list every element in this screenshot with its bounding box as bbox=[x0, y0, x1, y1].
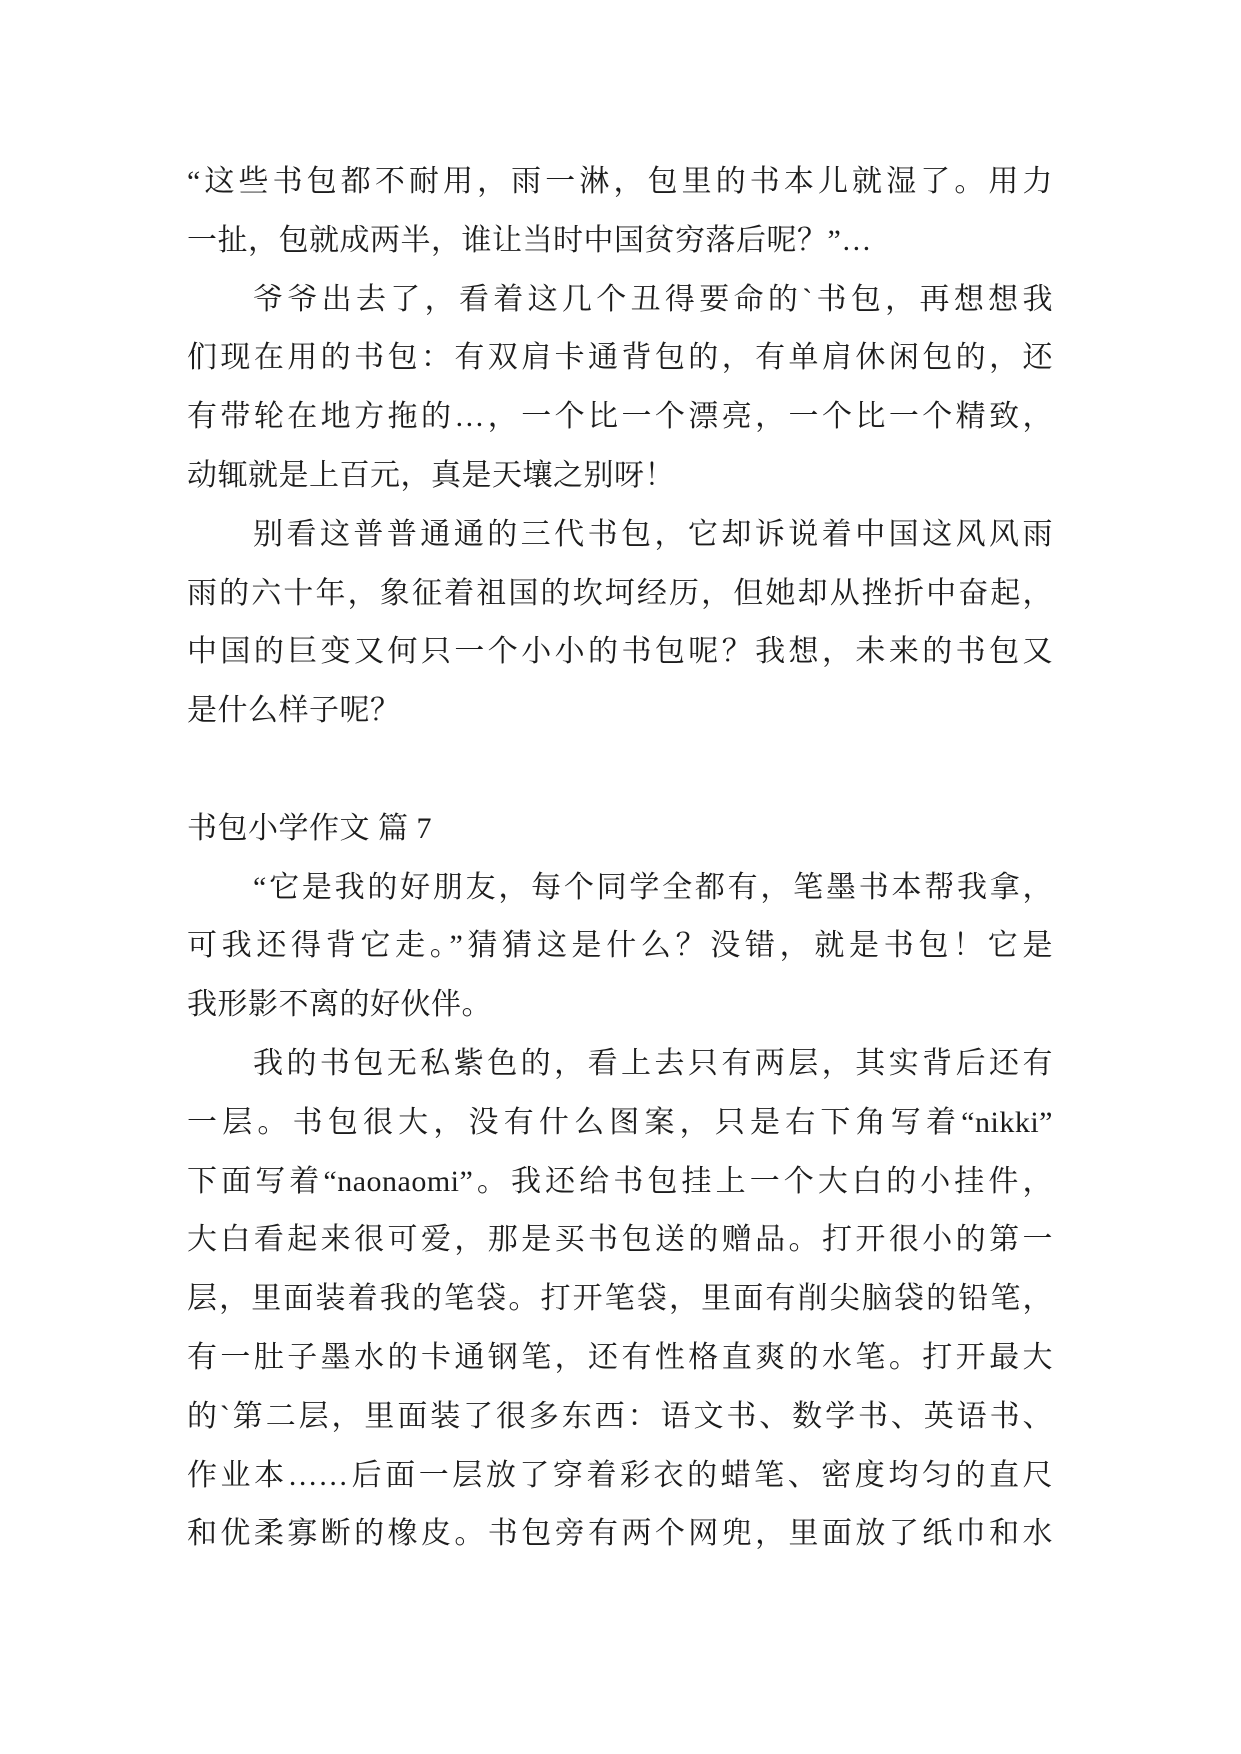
paragraph-line: 我的书包无私紫色的，看上去只有两层，其实背后还有 bbox=[253, 1046, 1053, 1080]
paragraph bbox=[187, 153, 1053, 271]
paragraph-line: 大白看起来很可爱，那是买书包送的赠品。打开很小的第一 bbox=[187, 1223, 1053, 1257]
blank-line bbox=[187, 741, 1053, 800]
paragraph-line: “它是我的好朋友，每个同学全都有，笔墨书本帮我拿， bbox=[253, 870, 1053, 904]
paragraph bbox=[187, 271, 1053, 506]
paragraph bbox=[187, 1035, 1053, 1564]
paragraph-line: 一层。书包很大，没有什么图案，只是右下角写着“nikki” bbox=[187, 1105, 1053, 1139]
paragraph-line: 一扯，包就成两半，谁让当时中国贫穷落后呢？”… bbox=[187, 223, 872, 257]
paragraph bbox=[187, 859, 1053, 1035]
paragraph-line: 中国的巨变又何只一个小小的书包呢？我想，未来的书包又 bbox=[187, 635, 1053, 669]
paragraph-line: 是什么样子呢？ bbox=[187, 694, 401, 728]
paragraph-line: 有一肚子墨水的卡通钢笔，还有性格直爽的水笔。打开最大 bbox=[187, 1340, 1053, 1374]
paragraph-line: 和优柔寡断的橡皮。书包旁有两个网兜，里面放了纸巾和水 bbox=[187, 1517, 1053, 1551]
paragraph-line: 可我还得背它走。”猜猜这是什么？没错，就是书包！它是 bbox=[187, 929, 1053, 963]
paragraph-line: 们现在用的书包：有双肩卡通背包的，有单肩休闲包的，还 bbox=[187, 341, 1053, 375]
paragraph-line: 的`第二层，里面装了很多东西：语文书、数学书、英语书、 bbox=[187, 1399, 1053, 1433]
paragraph-line: 爷爷出去了，看着这几个丑得要命的`书包，再想想我 bbox=[253, 282, 1053, 316]
paragraph bbox=[187, 506, 1053, 741]
paragraph-line: 下面写着“naonaomi”。我还给书包挂上一个大白的小挂件， bbox=[187, 1164, 1053, 1198]
paragraph-line: 作业本……后面一层放了穿着彩衣的蜡笔、密度均匀的直尺 bbox=[187, 1458, 1053, 1492]
paragraph-line: 别看这普普通通的三代书包，它却诉说着中国这风风雨 bbox=[253, 517, 1053, 551]
paragraph-line: 层，里面装着我的笔袋。打开笔袋，里面有削尖脑袋的铅笔， bbox=[187, 1282, 1053, 1316]
essay-heading: 书包小学作文 篇 7 bbox=[187, 811, 432, 845]
paragraph-line: 我形影不离的好伙伴。 bbox=[187, 988, 492, 1022]
paragraph-line: 动辄就是上百元，真是天壤之别呀！ bbox=[187, 458, 675, 492]
paragraph-line: 有带轮在地方拖的…，一个比一个漂亮，一个比一个精致， bbox=[187, 400, 1053, 434]
paragraph-line: “这些书包都不耐用，雨一淋，包里的书本儿就湿了。用力 bbox=[187, 165, 1053, 198]
document-body bbox=[187, 153, 1053, 1564]
paragraph-line: 雨的六十年，象征着祖国的坎坷经历，但她却从挫折中奋起， bbox=[187, 576, 1053, 610]
